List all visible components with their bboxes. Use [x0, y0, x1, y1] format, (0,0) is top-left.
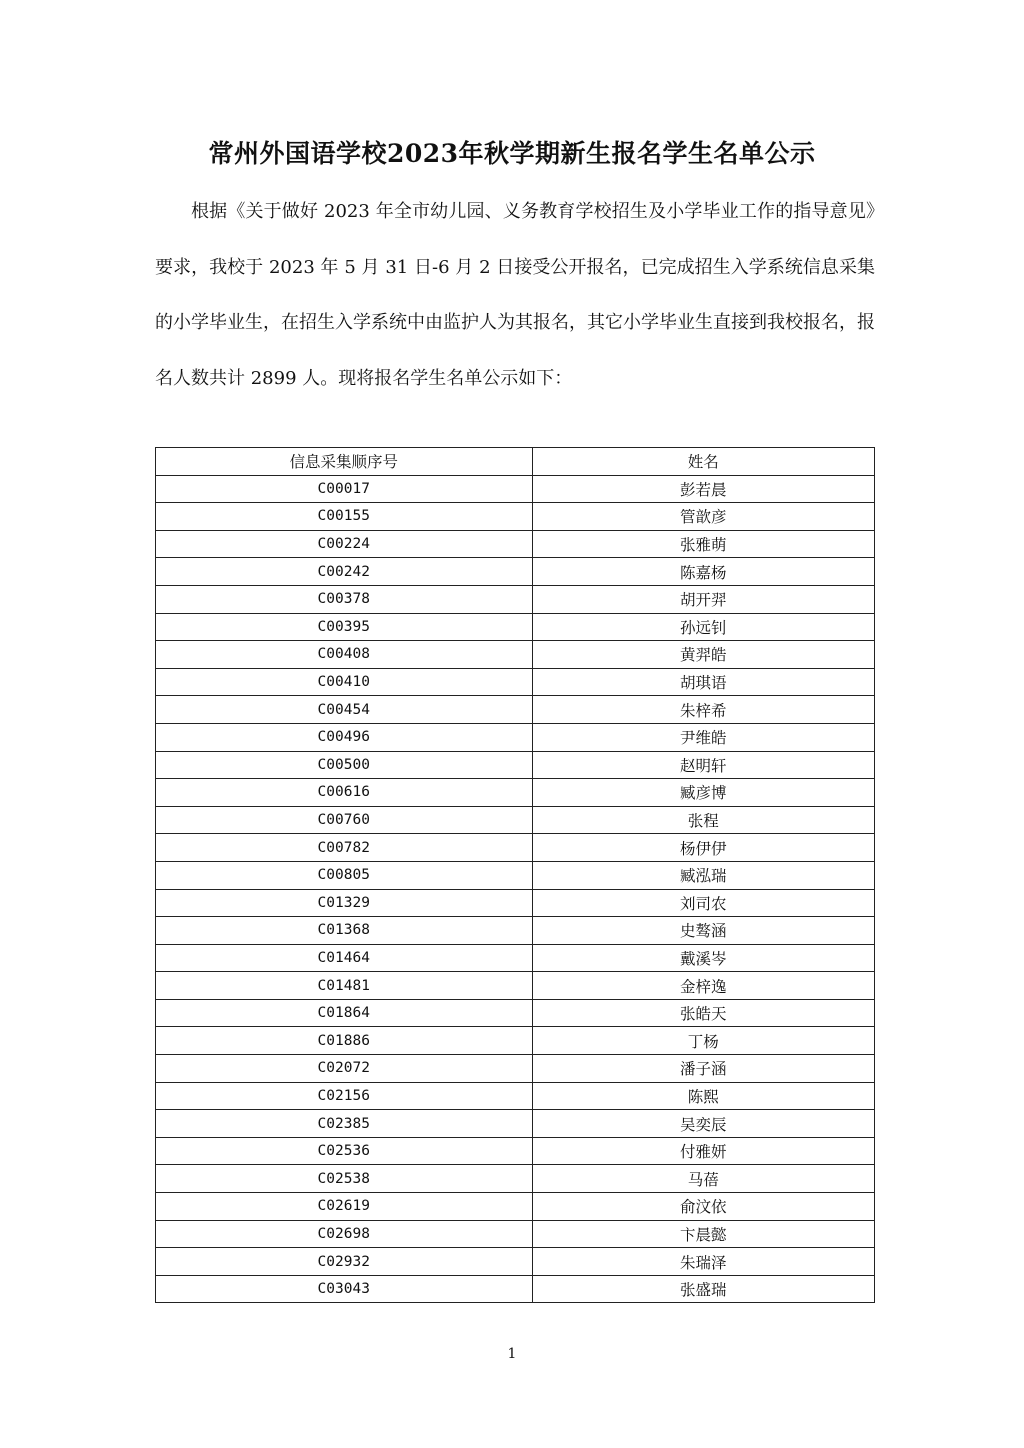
table-row	[156, 723, 875, 751]
table-row	[156, 751, 875, 779]
sequence-number-cell: C02072	[156, 1055, 533, 1083]
table-row	[156, 917, 875, 945]
table-row	[156, 972, 875, 1000]
student-name-cell: 管歆彦	[532, 503, 875, 531]
table-row	[156, 1137, 875, 1165]
table-body	[156, 475, 875, 1303]
sequence-number-cell: C00395	[156, 613, 533, 641]
student-name-cell: 杨伊伊	[532, 834, 875, 862]
table-row	[156, 889, 875, 917]
student-name-cell: 俞汶依	[532, 1193, 875, 1221]
table-row	[156, 475, 875, 503]
sequence-number-cell: C01886	[156, 1027, 533, 1055]
sequence-number-cell: C00242	[156, 558, 533, 586]
table-row	[156, 1248, 875, 1276]
table-header-row	[156, 448, 875, 476]
student-name-cell: 尹维皓	[532, 723, 875, 751]
sequence-number-cell: C02156	[156, 1082, 533, 1110]
table-row	[156, 834, 875, 862]
student-name-cell: 彭若晨	[532, 475, 875, 503]
student-name-cell: 张雅萌	[532, 530, 875, 558]
sequence-number-cell: C02385	[156, 1110, 533, 1138]
student-name-cell: 张程	[532, 806, 875, 834]
student-name-cell: 马蓓	[532, 1165, 875, 1193]
sequence-number-cell: C00500	[156, 751, 533, 779]
student-name-cell: 刘司农	[532, 889, 875, 917]
sequence-number-cell: C00378	[156, 585, 533, 613]
sequence-number-cell: C02538	[156, 1165, 533, 1193]
sequence-number-cell: C02536	[156, 1137, 533, 1165]
student-name-cell: 陈嘉杨	[532, 558, 875, 586]
table-row	[156, 1165, 875, 1193]
sequence-number-cell: C00805	[156, 861, 533, 889]
sequence-number-cell: C01864	[156, 999, 533, 1027]
sequence-number-cell: C00155	[156, 503, 533, 531]
sequence-number-cell: C02932	[156, 1248, 533, 1276]
student-name-cell: 朱瑞泽	[532, 1248, 875, 1276]
sequence-number-cell: C00760	[156, 806, 533, 834]
table-row	[156, 779, 875, 807]
table-row	[156, 558, 875, 586]
sequence-number-cell: C01329	[156, 889, 533, 917]
applicant-table	[155, 447, 875, 1303]
table-row	[156, 503, 875, 531]
header-name: 姓名	[532, 448, 875, 476]
student-name-cell: 胡开羿	[532, 585, 875, 613]
table-row	[156, 1275, 875, 1303]
table-row	[156, 944, 875, 972]
sequence-number-cell: C00224	[156, 530, 533, 558]
student-name-cell: 赵明轩	[532, 751, 875, 779]
student-name-cell: 丁杨	[532, 1027, 875, 1055]
header-sequence-number: 信息采集顺序号	[156, 448, 533, 476]
student-name-cell: 付雅妍	[532, 1137, 875, 1165]
sequence-number-cell: C00017	[156, 475, 533, 503]
table-row	[156, 613, 875, 641]
student-name-cell: 卞晨懿	[532, 1220, 875, 1248]
table-row	[156, 696, 875, 724]
table-row	[156, 585, 875, 613]
sequence-number-cell: C00496	[156, 723, 533, 751]
student-name-cell: 吴奕辰	[532, 1110, 875, 1138]
sequence-number-cell: C00454	[156, 696, 533, 724]
sequence-number-cell: C03043	[156, 1275, 533, 1303]
table-row	[156, 861, 875, 889]
table-row	[156, 668, 875, 696]
sequence-number-cell: C02698	[156, 1220, 533, 1248]
table-row	[156, 530, 875, 558]
sequence-number-cell: C01368	[156, 917, 533, 945]
table-row	[156, 1220, 875, 1248]
student-name-cell: 黄羿皓	[532, 641, 875, 669]
sequence-number-cell: C00408	[156, 641, 533, 669]
student-name-cell: 胡琪语	[532, 668, 875, 696]
sequence-number-cell: C00410	[156, 668, 533, 696]
sequence-number-cell: C00782	[156, 834, 533, 862]
student-name-cell: 戴溪岑	[532, 944, 875, 972]
table-row	[156, 1055, 875, 1083]
table-row	[156, 999, 875, 1027]
student-name-cell: 臧泓瑞	[532, 861, 875, 889]
student-name-cell: 臧彦博	[532, 779, 875, 807]
sequence-number-cell: C02619	[156, 1193, 533, 1221]
sequence-number-cell: C01464	[156, 944, 533, 972]
table-row	[156, 806, 875, 834]
table-row	[156, 1193, 875, 1221]
table-row	[156, 1110, 875, 1138]
sequence-number-cell: C00616	[156, 779, 533, 807]
student-name-cell: 潘子涵	[532, 1055, 875, 1083]
student-name-cell: 张盛瑞	[532, 1275, 875, 1303]
table-row	[156, 1082, 875, 1110]
student-name-cell: 金梓逸	[532, 972, 875, 1000]
student-name-cell: 孙远钊	[532, 613, 875, 641]
student-name-cell: 史骜涵	[532, 917, 875, 945]
student-name-cell: 朱梓希	[532, 696, 875, 724]
student-name-cell: 张皓天	[532, 999, 875, 1027]
sequence-number-cell: C01481	[156, 972, 533, 1000]
table-row	[156, 1027, 875, 1055]
student-name-cell: 陈熙	[532, 1082, 875, 1110]
page-number: 1	[507, 1346, 517, 1362]
document-title: 常州外国语学校2023年秋学期新生报名学生名单公示	[208, 139, 816, 168]
intro-paragraph: 根据《关于做好 2023 年全市幼儿园、义务教育学校招生及小学毕业工作的指导意见》要求，我校于 2023 年 5 月 31 日-6 月 2 日接受公开报名，已完成招生入学系统信息采集的小学毕业生，在招生入学系统中由监护人为其报名，其它小学毕业生直接到我校报名，报名人数共计 2899 人。现将报名学生名单公示如下：	[155, 201, 875, 389]
table-row	[156, 641, 875, 669]
